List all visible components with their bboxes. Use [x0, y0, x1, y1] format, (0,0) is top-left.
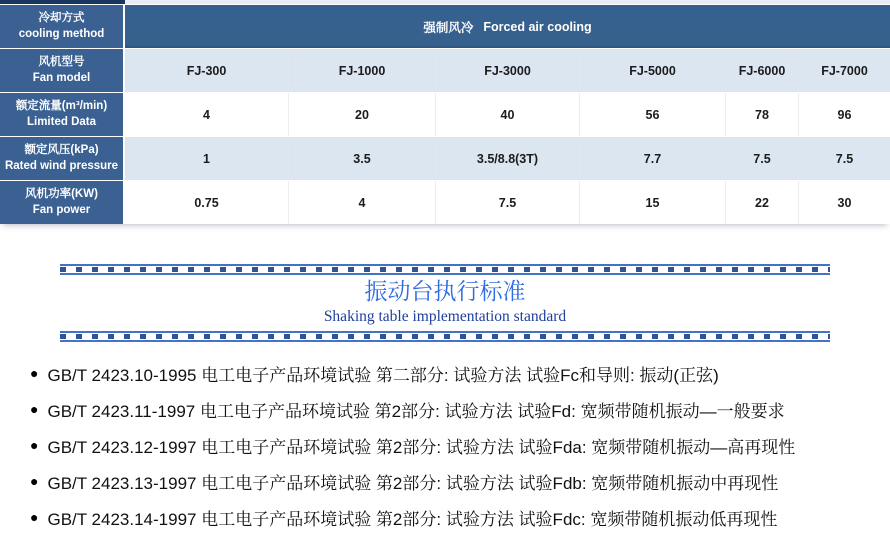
- cell-rated-flow: 96: [799, 93, 890, 136]
- row-header-rated-flow: [0, 93, 125, 136]
- section-subtitle: Shaking table implementation standard: [323, 308, 567, 325]
- table-row-rated-flow: [0, 93, 890, 136]
- row-header-zh: 风机功率(KW): [25, 187, 98, 200]
- cell-rated-pressure: 7.5: [726, 137, 799, 180]
- cell-fan-model: FJ-5000: [580, 49, 726, 92]
- cell-rated-pressure: 3.5/8.8(3T): [436, 137, 580, 180]
- standards-section-header: [0, 264, 890, 342]
- standard-item: [30, 391, 890, 427]
- table-top-edge-left: [0, 0, 125, 4]
- cell-fan-model: FJ-3000: [436, 49, 580, 92]
- table-top-edge-right: [125, 0, 890, 4]
- standard-text: GB/T 2423.10-1995 电工电子产品环境试验 第二部分: 试验方法 试验Fc和导则: 振动(正弦): [47, 365, 719, 385]
- cooling-spec-table: [0, 0, 890, 224]
- cell-fan-model: FJ-300: [125, 49, 289, 92]
- standard-text: GB/T 2423.14-1997 电工电子产品环境试验 第2部分: 试验方法 试验Fdc: 宽频带随机振动低再现性: [47, 509, 778, 529]
- table-row-rated-pressure: [0, 137, 890, 180]
- cell-fan-model: FJ-1000: [289, 49, 436, 92]
- cell-rated-flow: 78: [726, 93, 799, 136]
- merged-cell-zh: 强制风冷: [423, 20, 474, 35]
- cell-fan-model: FJ-7000: [799, 49, 890, 92]
- bullet-icon: ●: [30, 437, 39, 453]
- standard-item: [30, 427, 890, 463]
- row-header-en: Fan power: [32, 203, 91, 216]
- bullet-icon: ●: [30, 365, 39, 381]
- cell-rated-pressure: 3.5: [289, 137, 436, 180]
- row-header-cooling-method: [0, 5, 125, 48]
- cell-rated-flow: 40: [436, 93, 580, 136]
- bullet-icon: ●: [30, 509, 39, 525]
- section-title: 振动台执行标准: [364, 279, 526, 304]
- cell-rated-pressure: 7.5: [799, 137, 890, 180]
- cell-forced-air-cooling: [125, 5, 890, 48]
- cell-rated-flow: 20: [289, 93, 436, 136]
- cell-fan-power: 0.75: [125, 181, 289, 224]
- table-row-cooling-method: [0, 5, 890, 48]
- row-header-rated-pressure: [0, 137, 125, 180]
- standards-list: [30, 355, 890, 535]
- standard-item: [30, 499, 890, 535]
- cell-rated-pressure: 7.7: [580, 137, 726, 180]
- table-row-fan-power: [0, 181, 890, 224]
- cell-fan-power: 30: [799, 181, 890, 224]
- cell-fan-power: 4: [289, 181, 436, 224]
- standard-item: [30, 355, 890, 391]
- row-header-zh: 额定流量(m³/min): [15, 99, 108, 112]
- bullet-icon: ●: [30, 401, 39, 417]
- row-header-en: Rated wind pressure: [4, 159, 119, 172]
- standard-text: GB/T 2423.12-1997 电工电子产品环境试验 第2部分: 试验方法 试验Fda: 宽频带随机振动—高再现性: [47, 437, 796, 457]
- dotted-divider-top: [60, 264, 830, 275]
- row-header-en: cooling method: [18, 27, 105, 40]
- row-header-en: Limited Data: [26, 115, 96, 128]
- table-top-edge: [0, 0, 890, 4]
- standard-item: [30, 463, 890, 499]
- merged-cell-en: Forced air cooling: [483, 19, 592, 34]
- row-header-zh: 额定风压(kPa): [24, 143, 99, 156]
- cell-rated-flow: 4: [125, 93, 289, 136]
- cell-rated-flow: 56: [580, 93, 726, 136]
- row-header-zh: 冷却方式: [38, 11, 85, 24]
- cell-fan-power: 15: [580, 181, 726, 224]
- row-header-zh: 风机型号: [38, 55, 85, 68]
- standard-text: GB/T 2423.13-1997 电工电子产品环境试验 第2部分: 试验方法 试验Fdb: 宽频带随机振动中再现性: [47, 473, 779, 493]
- row-header-en: Fan model: [32, 71, 91, 84]
- table-row-fan-model: [0, 49, 890, 92]
- dotted-divider-bottom: [60, 331, 830, 342]
- row-header-fan-model: [0, 49, 125, 92]
- row-header-fan-power: [0, 181, 125, 224]
- cell-rated-pressure: 1: [125, 137, 289, 180]
- cell-fan-power: 22: [726, 181, 799, 224]
- cell-fan-power: 7.5: [436, 181, 580, 224]
- cell-fan-model: FJ-6000: [726, 49, 799, 92]
- standard-text: GB/T 2423.11-1997 电工电子产品环境试验 第2部分: 试验方法 试验Fd: 宽频带随机振动—一般要求: [47, 401, 785, 421]
- bullet-icon: ●: [30, 473, 39, 489]
